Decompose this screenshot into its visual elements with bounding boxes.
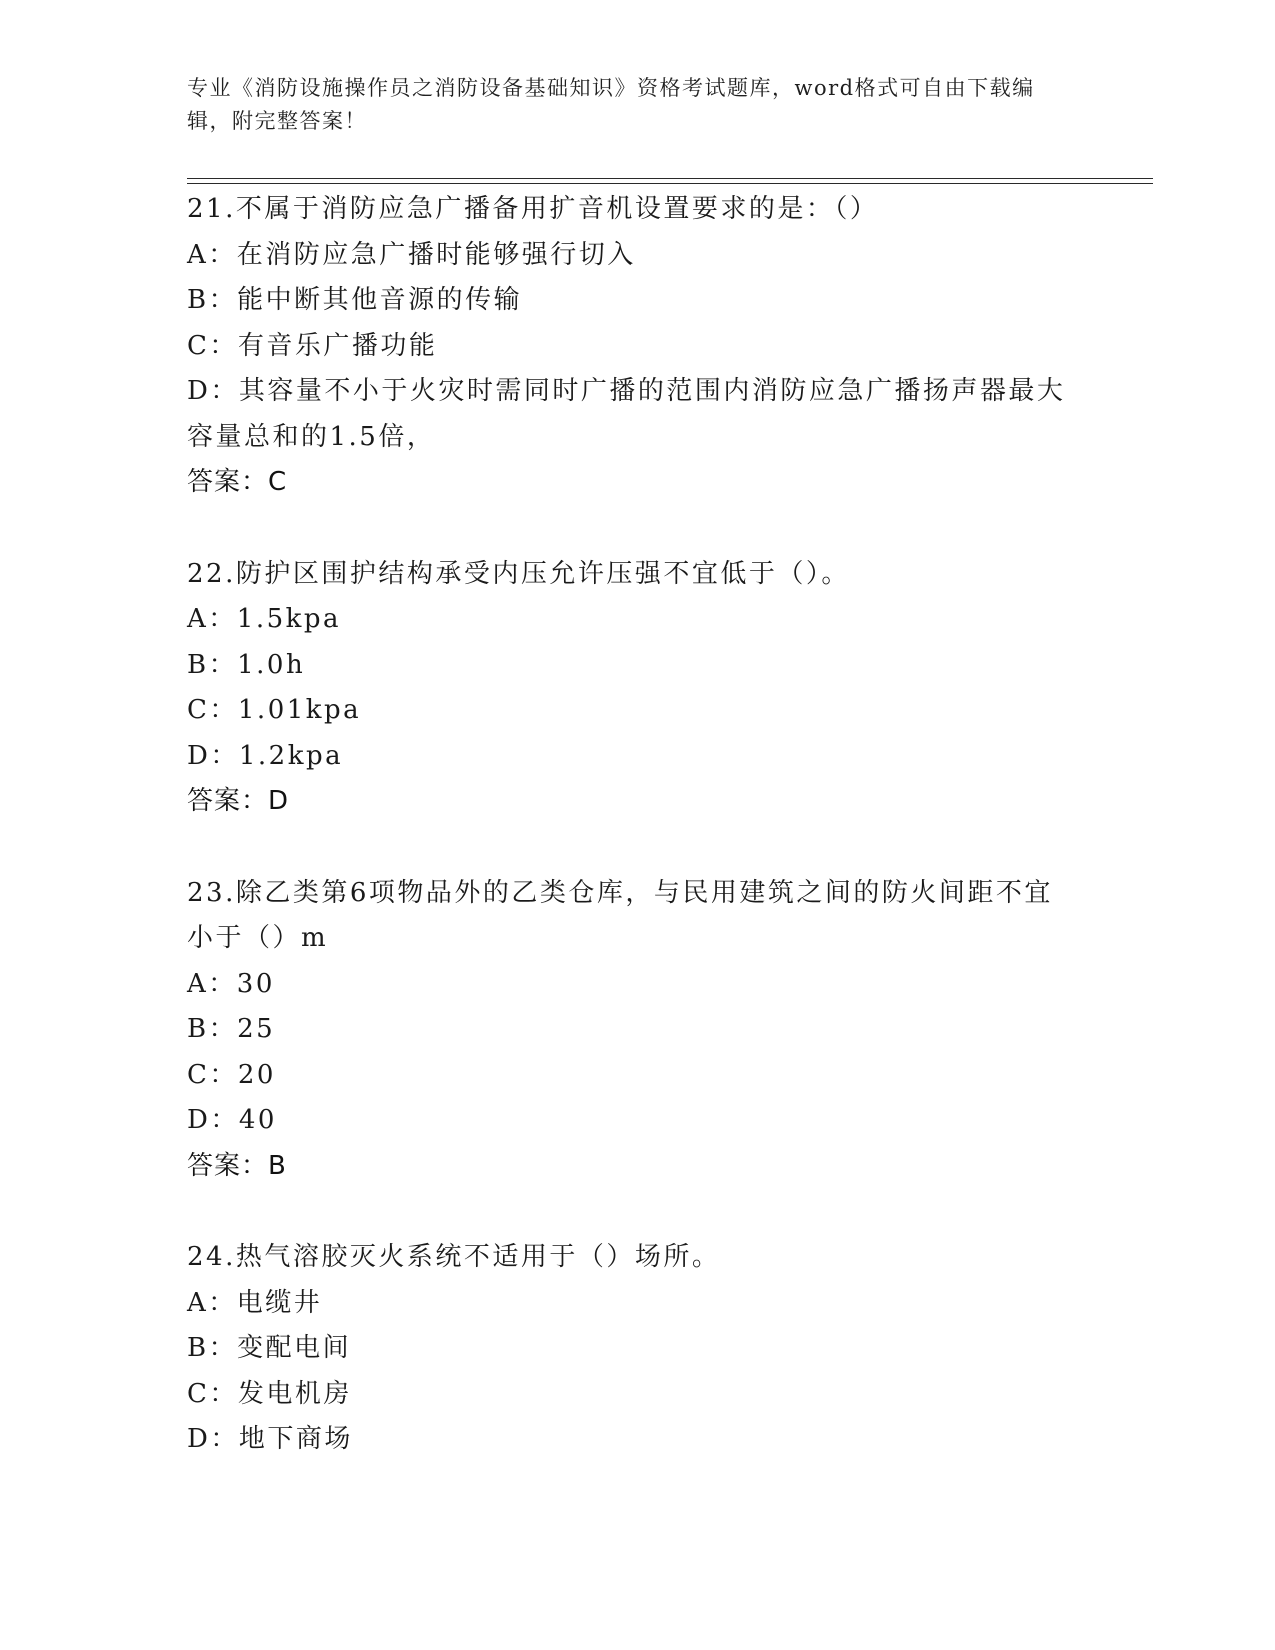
question-list — [187, 187, 1087, 1509]
option-b: B：1.0h — [187, 649, 306, 680]
option-d: D：1.2kpa — [187, 740, 344, 771]
question-22 — [187, 552, 1087, 825]
option-c: C：20 — [187, 1059, 276, 1090]
option-d: D：地下商场 — [187, 1424, 353, 1454]
header-rule-top — [187, 178, 1153, 179]
header-rule-bottom — [187, 183, 1153, 184]
option-b: B：能中断其他音源的传输 — [187, 285, 523, 315]
option-a: A：30 — [187, 968, 275, 999]
option-d: D：其容量不小于火灾时需同时广播的范围内消防应急广播扬声器最大 — [187, 376, 1066, 406]
option-a: A：电缆井 — [187, 1287, 323, 1318]
question-21 — [187, 187, 1087, 506]
question-stem: 21.不属于消防应急广播备用扩音机设置要求的是：（） — [187, 194, 879, 224]
option-d-continued: 容量总和的1.5倍， — [187, 421, 436, 452]
option-a: A：在消防应急广播时能够强行切入 — [187, 239, 636, 270]
question-stem-continued: 小于（）m — [187, 923, 329, 953]
option-c: C：发电机房 — [187, 1378, 352, 1409]
option-d: D：40 — [187, 1105, 277, 1135]
answer-label: 答案：C — [187, 467, 288, 497]
question-24 — [187, 1235, 1087, 1463]
option-b: B：25 — [187, 1014, 276, 1044]
option-b: B：变配电间 — [187, 1333, 352, 1363]
option-c: C：有音乐广播功能 — [187, 330, 438, 361]
question-stem: 23.除乙类第6项物品外的乙类仓库，与民用建筑之间的防火间距不宜 — [187, 877, 1053, 908]
question-23 — [187, 871, 1087, 1190]
question-stem: 24.热气溶胶灭火系统不适用于（）场所。 — [187, 1242, 721, 1272]
question-stem: 22.防护区围护结构承受内压允许压强不宜低于（）。 — [187, 558, 850, 589]
option-c: C：1.01kpa — [187, 695, 362, 725]
document-header: 专业《消防设施操作员之消防设备基础知识》资格考试题库，word格式可自由下载编辑，附完整答案！ — [187, 76, 1035, 133]
answer-label: 答案：D — [187, 786, 290, 816]
option-a: A：1.5kpa — [187, 604, 342, 634]
answer-label: 答案：B — [187, 1150, 287, 1181]
